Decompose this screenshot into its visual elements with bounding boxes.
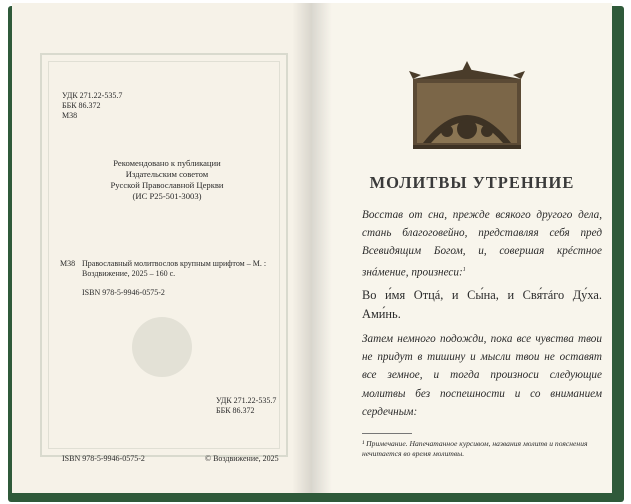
show-through-emblem <box>132 317 192 377</box>
right-page <box>312 3 612 493</box>
instruction-paragraph-2: Затем немного подожди, пока все чувства твои не придут в тишину и мысли твои не оставят все земное, и тогда произноси следующие молитвы без поспешности и со вниманием сердечным: <box>362 333 602 418</box>
udk-block-top: УДК 271.22-535.7 ББК 86.372 М38 <box>62 91 123 120</box>
instruction-paragraph-1: Восстав от сна, прежде всякого другого дела, стань благоговейно, представляя себя пред Всевидящим Богом, и, совершая крéстное знáмение, произнеси:$^1$ <box>362 209 602 279</box>
section-heading: МОЛИТВЫ УТРЕННИЕ <box>369 173 575 192</box>
copyright-text: © Воздвижение, 2025 <box>205 454 279 463</box>
udk-block-bottom: УДК 271.22-535.7 ББК 86.372 <box>216 396 277 415</box>
footnote-divider <box>362 433 412 434</box>
recommendation-text: Рекомендовано к публикации Издательским советом Русской Православной Церкви (ИС Р25-501-3003) <box>110 158 224 201</box>
isbn-footer: ISBN 978-5-9946-0575-2 <box>62 454 145 463</box>
footnote: ¹ Примечание. Напечатанное курсивом, названия молитв и пояснения нечитается во время молитвы. <box>362 439 588 458</box>
left-page <box>12 3 313 493</box>
isbn-line: ISBN 978-5-9946-0575-2 <box>82 288 165 297</box>
bibliographic-record: М38 Православный молитвослов крупным шрифтом – М. : Воздвижение, 2025 – 160 с. <box>60 259 267 278</box>
prayer-text: Во и́мя Отцá, и Сы́на, и Свя́тáго Ду́ха. Ами́нь. <box>362 288 602 321</box>
ornamental-headpiece <box>407 61 527 153</box>
